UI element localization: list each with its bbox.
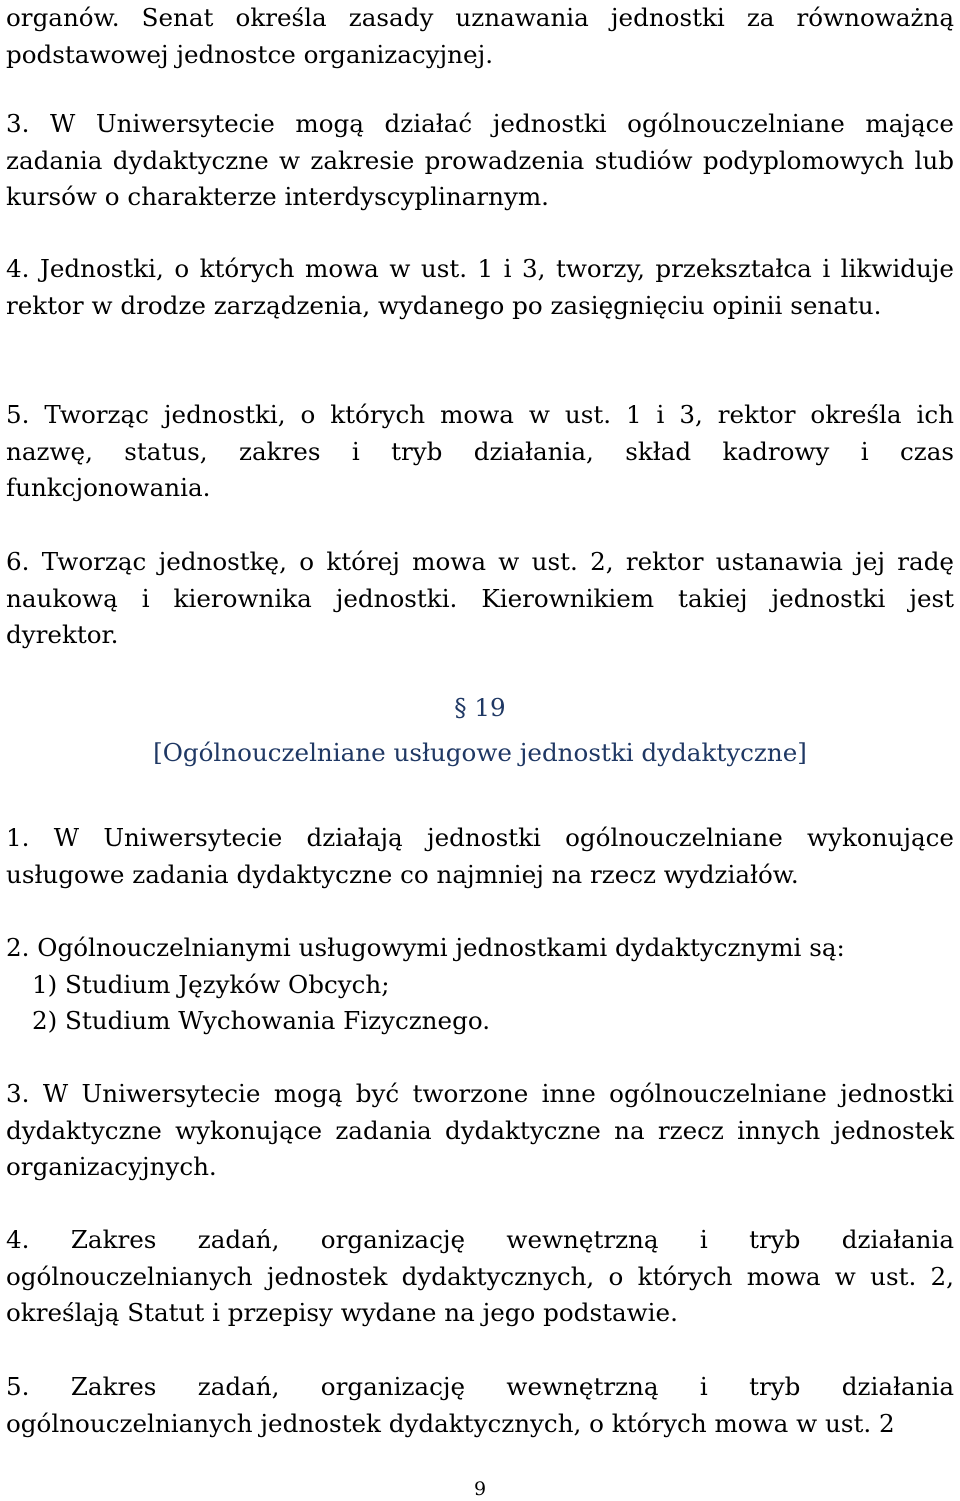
- paragraph-3: 3. W Uniwersytecie mogą być tworzone inne ogólnouczelniane jednostki dydaktyczne wykonujące zadania dydaktyczne na rzecz innych jednostek organizacyjnych.: [6, 1079, 954, 1181]
- list-item: 1) Studium Języków Obcych;: [32, 969, 390, 999]
- paragraph-1: 1. W Uniwersytecie działają jednostki ogólnouczelniane wykonujące usługowe zadania dydaktyczne co najmniej na rzecz wydziałów.: [6, 823, 954, 889]
- page-number: 9: [473, 1478, 487, 1500]
- paragraph-5: 5. Zakres zadań, organizację wewnętrzną i tryb działania ogólnouczelnianych jednostek dydaktycznych, o których mowa w ust. 2: [6, 1372, 954, 1438]
- paragraph-5-top: 5. Tworząc jednostki, o których mowa w ust. 1 i 3, rektor określa ich nazwę, status, zakres i tryb działania, skład kadrowy i czas funkcjonowania.: [6, 400, 954, 502]
- paragraph-continuation: organów. Senat określa zasady uznawania jednostki za równoważną podstawowej jednostce organizacyjnej.: [6, 3, 954, 69]
- section-number: § 19: [454, 693, 506, 722]
- paragraph-2: [6, 930, 954, 1040]
- section-title: [Ogólnouczelniane usługowe jednostki dydaktyczne]: [153, 738, 807, 767]
- paragraph-4-top: 4. Jednostki, o których mowa w ust. 1 i 3, tworzy, przekształca i likwiduje rektor w drodze zarządzenia, wydanego po zasięgnięciu opinii senatu.: [6, 254, 954, 320]
- list-item: 2) Studium Wychowania Fizycznego.: [32, 1006, 491, 1035]
- paragraph-2-intro: 2. Ogólnouczelnianymi usługowymi jednostkami dydaktycznymi są:: [6, 933, 845, 962]
- paragraph-6-top: 6. Tworząc jednostkę, o której mowa w ust. 2, rektor ustanawia jej radę naukową i kierownika jednostki. Kierownikiem takiej jednostki jest dyrektor.: [6, 547, 954, 649]
- paragraph-4: 4. Zakres zadań, organizację wewnętrzną i tryb działania ogólnouczelnianych jednostek dydaktycznych, o których mowa w ust. 2, określają Statut i przepisy wydane na jego podstawie.: [6, 1225, 954, 1327]
- paragraph-3-top: 3. W Uniwersytecie mogą działać jednostki ogólnouczelniane mające zadania dydaktyczne w zakresie prowadzenia studiów podyplomowych lub kursów o charakterze interdyscyplinarnym.: [6, 109, 954, 211]
